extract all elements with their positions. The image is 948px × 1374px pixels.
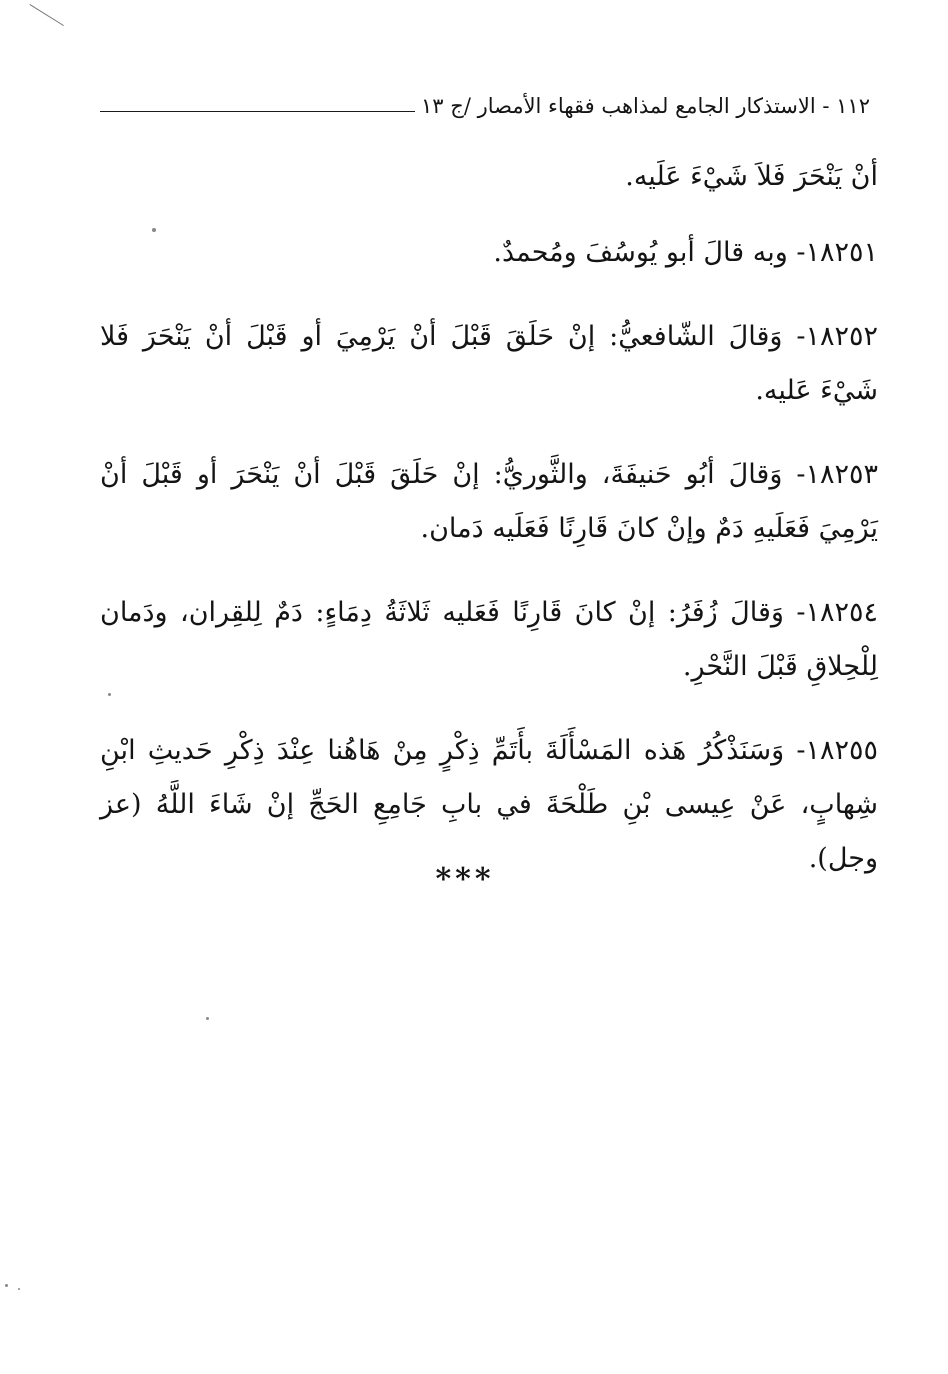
paragraph-text: - وَسَنَذْكُرُ هَذه المَسْأَلَةَ بأَتَمِّ ذِكْرٍ مِنْ هَاهُنا عِنْدَ ذِكْرِ حَديثِ ابْنِ شِهابٍ، عَنْ عِيسى بْنِ طَلْحَةَ في بابِ جَامِعِ الحَجِّ إنْ شَاءَ اللَّهُ (عز وجل). xyxy=(100,735,878,874)
scan-speck xyxy=(18,1288,20,1290)
paragraph-number: ١٨٢٥١ xyxy=(805,237,878,268)
header-rule xyxy=(100,111,415,112)
paragraph-text: - وَقالَ زُفَرُ: إنْ كانَ قَارِنًا فَعَليه ثَلاثَةُ دِمَاءٍ: دَمٌ لِلقِران، ودَمان لِلْحِلاقِ قَبْلَ النَّحْرِ. xyxy=(100,597,878,682)
page-body xyxy=(100,150,878,916)
paragraph-18254 xyxy=(100,586,878,694)
paragraph-text: - وَقالَ أبُو حَنيفَةَ، والثَّوريُّ: إنْ حَلَقَ قَبْلَ أنْ يَنْحَرَ أو قَبْلَ أنْ يَرْمِيَ فَعَلَيهِ دَمٌ وإنْ كانَ قَارِنًا فَعَلَيه دَمان. xyxy=(100,459,878,544)
section-separator: *** xyxy=(435,862,495,897)
scan-speck xyxy=(5,1284,8,1287)
paragraph-18251 xyxy=(100,226,878,280)
paragraph-text: - وبه قالَ أبو يُوسُفَ ومُحمدٌ. xyxy=(493,237,806,268)
scan-speck xyxy=(206,1017,209,1020)
paragraph-number: ١٨٢٥٤ xyxy=(805,597,878,628)
paragraph-number: ١٨٢٥٣ xyxy=(805,459,878,490)
paragraph-text: - وَقالَ الشّافعيُّ: إنْ حَلَقَ قَبْلَ أنْ يَرْمِيَ أو قَبْلَ أنْ يَنْحَرَ فَلا شَيْءَ عَليه. xyxy=(100,321,878,406)
paragraph-18253 xyxy=(100,448,878,556)
scan-speck xyxy=(108,693,111,696)
running-header xyxy=(100,86,870,126)
paragraph-18252 xyxy=(100,310,878,418)
header-title: ١١٢ - الاستذكار الجامع لمذاهب فقهاء الأمصار /ج ١٣ xyxy=(421,94,870,118)
paragraph-continuation xyxy=(100,150,878,204)
paragraph-text: أنْ يَنْحَرَ فَلاَ شَيْءَ عَلَيه. xyxy=(625,161,878,192)
scan-corner-mark xyxy=(17,4,64,46)
paragraph-number: ١٨٢٥٢ xyxy=(805,321,878,352)
scan-speck xyxy=(152,228,156,232)
paragraph-number: ١٨٢٥٥ xyxy=(805,735,878,766)
